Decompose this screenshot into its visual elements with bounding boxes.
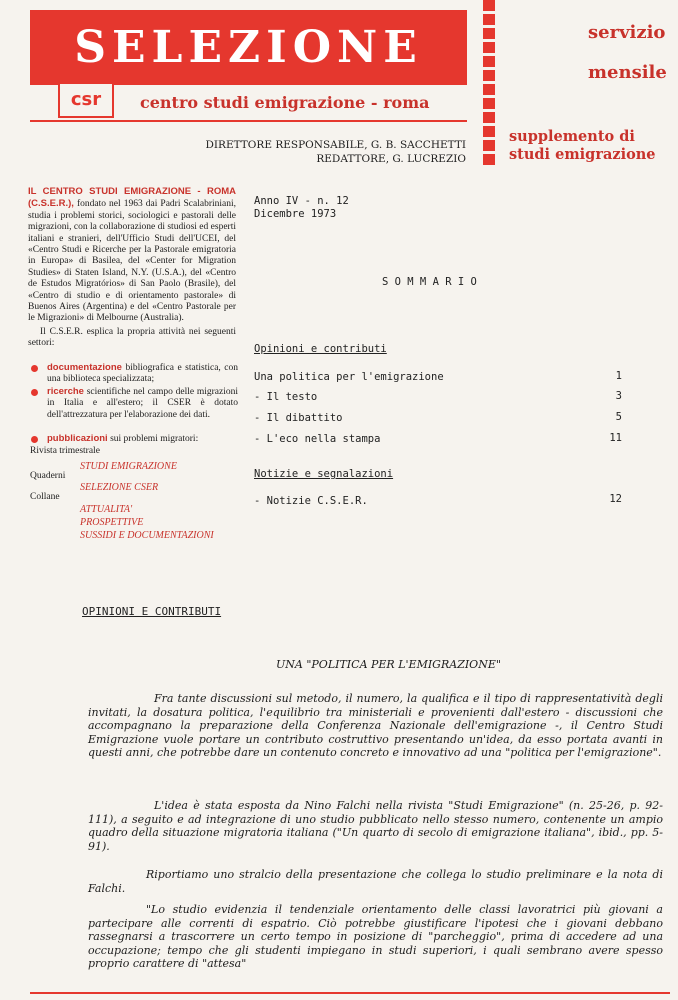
bullet-documentazione: [28, 362, 238, 386]
toc-item: - Il dibattito: [254, 412, 343, 424]
pub-rivista-title: STUDI EMIGRAZIONE: [80, 461, 177, 472]
bullet-dot: [31, 365, 38, 372]
pub-rivista-label: Rivista trimestrale: [30, 446, 100, 456]
toc-item: - Il testo: [254, 391, 318, 403]
article-title: UNA "POLITICA PER L'EMIGRAZIONE": [276, 658, 501, 671]
header-rule: [30, 120, 467, 122]
toc-page: 11: [609, 432, 622, 444]
bullet-ricerche: [28, 386, 238, 421]
bullet-head: ricerche: [47, 386, 84, 397]
toc-page: 12: [609, 493, 622, 505]
editorial-credits: [180, 138, 466, 166]
article-paragraph-3: Riportiamo uno stralcio della presentazione che collega lo studio preliminare e la nota di Falchi.: [88, 868, 663, 895]
side-label-servizio: servizio: [588, 22, 666, 43]
collana-sussidi: SUSSIDI E DOCUMENTAZIONI: [80, 530, 214, 541]
article-paragraph-1: Fra tante discussioni sul metodo, il numero, la qualifica e il tipo di rappresentatività degli invitati, la dosatura politica, l'equilibrio tra ministeriali e provenienti dall'estero - discussioni che accompagnano la preparazione della Conferenza Nazionale dell'emigrazione -, il Centro Studi Emigrazione vuole portare un contributo costruttivo presentando un'idea, da esso portata avanti in questi anni, che potrebbe dare un contenuto concreto e innovativo ad una "politica per l'emigrazione".: [88, 692, 663, 759]
sommario-heading: S O M M A R I O: [382, 276, 477, 288]
masthead-subtitle: centro studi emigrazione - roma: [140, 93, 430, 112]
masthead-title: SELEZIONE: [74, 22, 423, 73]
bullet-pubblicazioni: [28, 433, 238, 445]
supplement-line-2: studi emigrazione: [509, 146, 656, 163]
intro-lead: IL CENTRO STUDI EMIGRAZIONE - ROMA (C.S.E.R.),: [28, 186, 236, 210]
pub-collane-titles: [80, 503, 214, 542]
toc-page: 3: [615, 390, 622, 402]
bullet-dot: [31, 389, 38, 396]
bullet-head: pubblicazioni: [47, 433, 108, 444]
bullet-text: sui problemi migratori:: [107, 434, 199, 444]
intro-body: fondato nel 1963 dai Padri Scalabriniani, studia i problemi storici, sociologici e pastorali delle migrazioni, con la collaborazione di studiosi ed esperti italiani e stranieri, dell'Ufficio Studi dell'UCEI, del «Centro Studi e Ricerche per la Pastorale emigratoria in Europa» di Basilea, del «Center for Migration Studies» di Staten Island, N.Y. (U.S.A.), del «Centro de Estudos Migratórios» di San Paolo (Brasile), del «Centro di studio e di orientamento pastorale» di Buenos Aires (Argentina) e del «Centro Pastorale per le Migrazioni» di Melbourne (Australia).: [28, 199, 237, 324]
director-line: DIRETTORE RESPONSABILE, G. B. SACCHETTI: [205, 139, 466, 151]
toc-item: Una politica per l'emigrazione: [254, 371, 444, 383]
supplement-label: [509, 128, 656, 164]
pub-collane-label: Collane: [30, 492, 60, 502]
bullet-dot: [31, 436, 38, 443]
section-heading: OPINIONI E CONTRIBUTI: [82, 605, 222, 618]
bottom-rule: [30, 992, 670, 994]
vertical-divider-bar: [483, 0, 495, 165]
supplement-line-1: supplemento di: [509, 128, 635, 145]
toc-section-opinioni: Opinioni e contributi: [254, 343, 387, 355]
toc-page: 5: [615, 411, 622, 423]
bullet-text: scientifiche nel campo delle migrazioni in Italia e all'estero; il CSER è dotato dell'attrezzatura per l'elaborazione dei dati.: [47, 387, 238, 420]
toc-page: 1: [615, 370, 622, 382]
side-label-mensile: mensile: [588, 62, 667, 83]
editor-line: REDATTORE, G. LUCREZIO: [316, 153, 466, 165]
pub-quaderni-label: Quaderni: [30, 471, 66, 481]
article-paragraph-4: "Lo studio evidenzia il tendenziale orientamento delle classi lavoratrici più giovani a partecipare alle correnti di espatrio. Ciò potrebbe giustificare l'ipotesi che i giovani debbano rassegnarsi a trascorrere un certo tempo in posizione di "parcheggio", prima di accedere ad una occupazione; tempo che gli studenti impiegano in studi superiori, i quali sembrano avere spesso proprio carattere di "attesa": [88, 903, 663, 970]
toc-section-notizie: Notizie e segnalazioni: [254, 468, 394, 480]
pub-quaderni-title: SELEZIONE CSER: [80, 482, 159, 493]
bullet-head: documentazione: [47, 362, 122, 373]
issue-number: Anno IV - n. 12: [254, 195, 349, 207]
bullet-text: bibliografica e statistica, con una biblioteca specializzata;: [47, 363, 238, 385]
activity-text: Il C.S.E.R. esplica la propria attività nei seguenti settori:: [28, 326, 236, 349]
collana-attualita: ATTUALITA': [80, 504, 133, 515]
toc-item: - L'eco nella stampa: [254, 433, 381, 445]
cser-logo: csr: [58, 82, 114, 118]
cser-intro: [28, 186, 236, 350]
issue-date: Dicembre 1973: [254, 208, 337, 220]
article-paragraph-2: L'idea è stata esposta da Nino Falchi nella rivista "Studi Emigrazione" (n. 25-26, p. 92-111), a seguito e ad integrazione di uno studio pubblicato nello stesso numero, contenente un ampio quadro della situazione migratoria italiana ("Un quarto di secolo di emigrazione italiana", ibid., pp. 5-91).: [88, 799, 663, 853]
collana-prospettive: PROSPETTIVE: [80, 517, 144, 528]
toc-item: - Notizie C.S.E.R.: [254, 495, 368, 507]
